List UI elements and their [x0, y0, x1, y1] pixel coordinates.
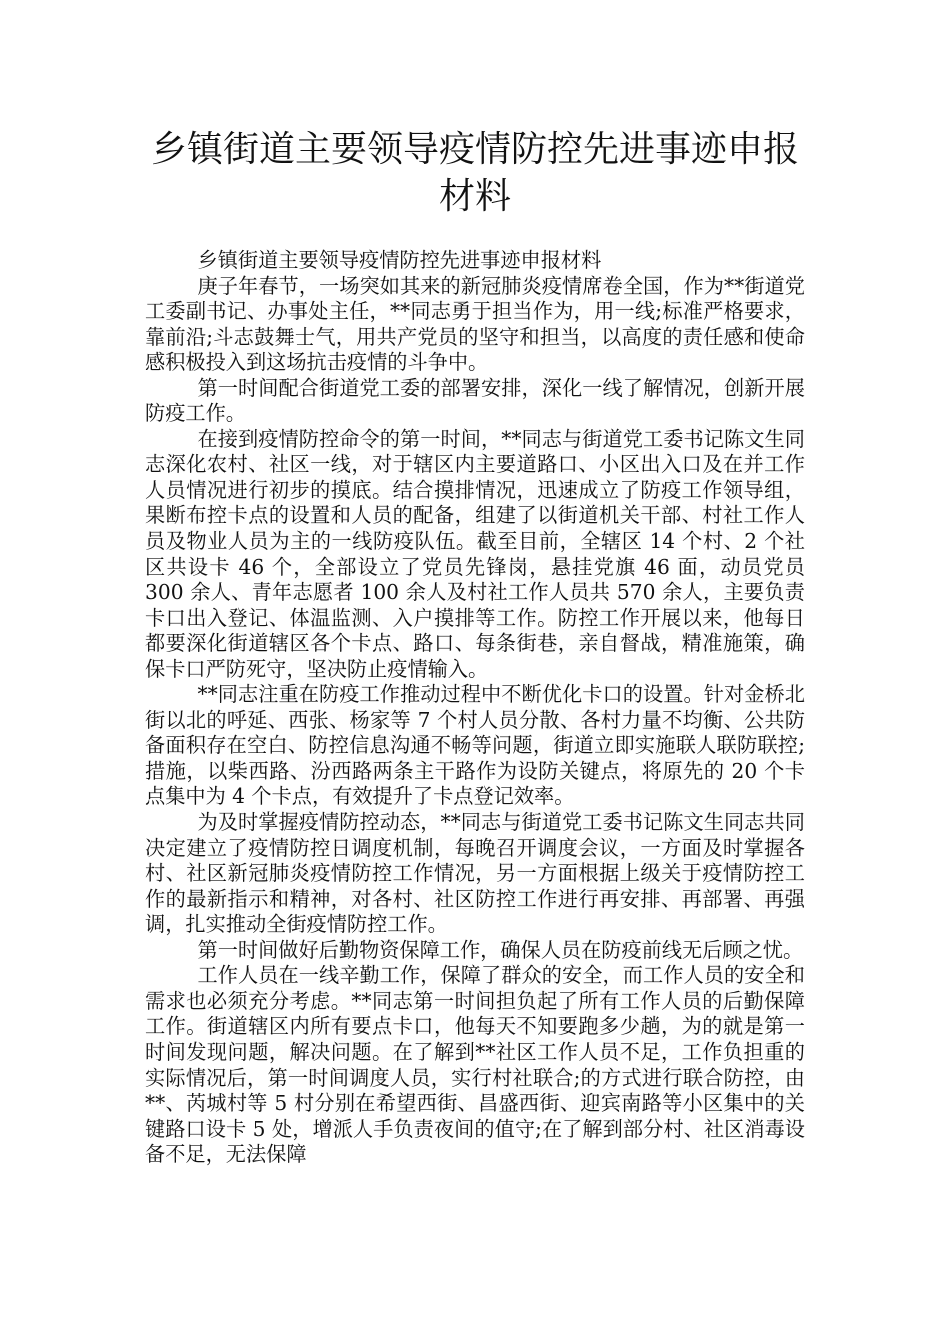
- paragraph-scheduling: 为及时掌握疫情防控动态，**同志与街道党工委书记陈文生同志共同决定建立了疫情防控日调度机制，每晚召开调度会议，一方面及时掌握各村、社区新冠肺炎疫情防控工作情况，另一方面根据上级关于疫情防控工作的最新指示和精神，对各村、社区防控工作进行再安排、再部署、再强调，扎实推动全街疫情防控工作。: [145, 810, 805, 937]
- document-title: 乡镇街道主要领导疫情防控先进事迹申报材料: [150, 129, 799, 217]
- paragraph-logistics: 工作人员在一线辛勤工作，保障了群众的安全，而工作人员的安全和需求也必须充分考虑。**同志第一时间担负起了所有工作人员的后勤保障工作。街道辖区内所有要点卡口，他每天不知要跑多少趟，为的就是第一时间发现问题，解决问题。在了解到**社区工作人员不足，工作负担重的实际情况后，第一时间调度人员，实行村社联合;的方式进行联合防控，由**、芮城村等 5 村分别在希望西街、昌盛西街、迎宾南路等小区集中的关键路口设卡 5 处，增派人手负责夜间的值守;在了解到部分村、社区消毒设备不足，无法保障: [145, 963, 805, 1167]
- paragraph-checkpoints: 在接到疫情防控命令的第一时间，**同志与街道党工委书记陈文生同志深化农村、社区一线，对于辖区内主要道路口、小区出入口及在并工作人员情况进行初步的摸底。结合摸排情况，迅速成立了防疫工作领导组，果断布控卡点的设置和人员的配备，组建了以街道机关干部、村社工作人员及物业人员为主的一线防疫队伍。截至目前，全辖区 14 个村、2 个社区共设卡 46 个，全部设立了党员先锋岗，悬挂党旗 46 面，动员党员 300 余人、青年志愿者 100 余人及村社工作人员共 570 余人，主要负责卡口出入登记、体温监测、入户摸排等工作。防控工作开展以来，他每日都要深化街道辖区各个卡点、路口、每条街巷，亲自督战，精准施策，确保卡口严防死守，坚决防止疫情输入。: [145, 426, 805, 681]
- paragraph-heading-1: 第一时间配合街道党工委的部署安排，深化一线了解情况，创新开展防疫工作。: [145, 375, 805, 426]
- paragraph-intro: 庚子年春节，一场突如其来的新冠肺炎疫情席卷全国，作为**街道党工委副书记、办事处主任，**同志勇于担当作为，用一线;标准严格要求，靠前沿;斗志鼓舞士气，用共产党员的坚守和担当，以高度的责任感和使命感积极投入到这场抗击疫情的斗争中。: [145, 273, 805, 375]
- paragraph-optimization: **同志注重在防疫工作推动过程中不断优化卡口的设置。针对金桥北街以北的呼延、西张、杨家等 7 个村人员分散、各村力量不均衡、公共防备面积存在空白、防控信息沟通不畅等问题，街道立即实施联人联防联控;措施，以柴西路、汾西路两条主干路作为设防关键点，将原先的 20 个卡点集中为 4 个卡点，有效提升了卡点登记效率。: [145, 682, 805, 809]
- document-body: [145, 248, 805, 1168]
- paragraph-heading-2: 第一时间做好后勤物资保障工作，确保人员在防疫前线无后顾之忧。: [197, 937, 804, 962]
- paragraph-subtitle: 乡镇街道主要领导疫情防控先进事迹申报材料: [197, 248, 602, 272]
